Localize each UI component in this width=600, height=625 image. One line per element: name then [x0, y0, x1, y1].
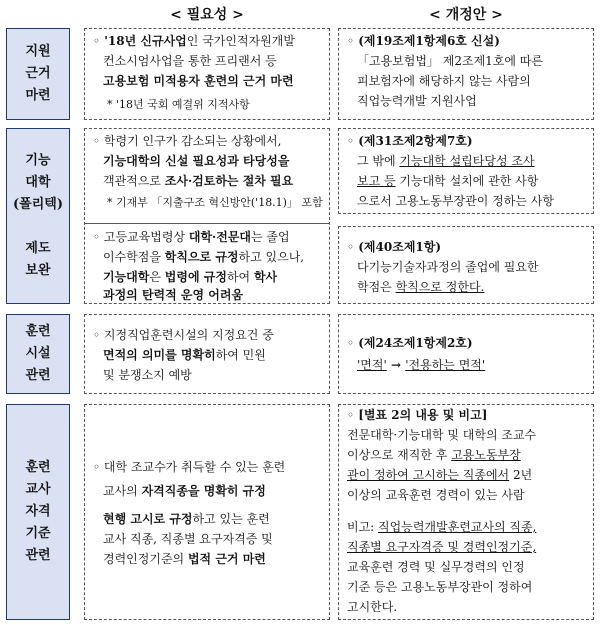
text-line: 직업능력개발 지원사업	[357, 94, 477, 108]
article-ref: ◦ [별표 2의 내용 및 비고]	[347, 408, 488, 422]
text-line: ◦ 대학 조교수가 취득할 수 있는 훈련	[93, 460, 286, 474]
text-line: 이상의 교육훈련 경력이 있는 사람	[347, 488, 525, 502]
text-line: ◦ 학령기 인구가 감소되는 상황에서,	[93, 134, 282, 148]
category-label: 기능 대학 (폴리텍) 제도 보완	[13, 152, 63, 279]
category-teacher-qualification	[6, 404, 70, 620]
necessity-box-polytech	[84, 128, 330, 304]
category-training-facility	[6, 314, 70, 394]
text-line: 이수학점을 학칙으로 규정하고 있으나,	[103, 250, 305, 264]
text-line: 피보험자에 해당하지 않는 사람의	[357, 74, 531, 88]
amendment-box-support	[338, 28, 594, 120]
header-necessity: < 필요성 >	[170, 7, 244, 23]
text-line: 및 분쟁소지 예방	[103, 368, 192, 382]
necessity-box-facility	[84, 314, 330, 394]
text-line: ◦ '18년 신규사업인 국가인적자원개발	[93, 34, 295, 48]
category-support-basis	[6, 28, 70, 120]
text-line: 그 밖에 기능대학 설립타당성 조사	[357, 154, 535, 168]
text-line: 비고: 직업능력개발훈련교사의 직종,	[347, 520, 537, 534]
text-line: 경력인정기준의 법적 근거 마련	[103, 552, 266, 566]
article-ref: ◦ (제24조제1항제2호)	[347, 336, 473, 350]
text-line: 관이 정하여 고시하는 직종에서 2년	[347, 468, 533, 482]
article-ref: ◦ (제19조제1항제6호 신설)	[347, 34, 500, 48]
amendment-box-teacher	[338, 404, 594, 620]
text-line: '면적' → '전용하는 면적'	[357, 358, 486, 372]
text-line: 「고용보험법」 제2조제1호에 따른	[357, 54, 544, 68]
text-line: 이상으로 재직한 후 고용노동부장	[347, 448, 521, 462]
article-ref: ◦ (제31조제2항제7호)	[347, 134, 473, 148]
text-line: 학점은 학칙으로 정한다.	[357, 280, 485, 294]
text-line: ◦ 지정직업훈련시설의 지정요건 중	[93, 328, 274, 342]
footnote: * '18년 국회 예결위 지적사항	[107, 98, 250, 111]
header-amendment: < 개정안 >	[429, 7, 503, 23]
text-line: 교사 직종, 직종별 요구자격증 및	[103, 532, 273, 546]
amendment-box-facility	[338, 314, 594, 394]
amendment-box-polytech-establish	[338, 128, 594, 214]
text-line: 기능대학의 신설 필요성과 타당성을	[103, 154, 290, 168]
text-line: 교육훈련 경력 및 실무경력의 인정	[347, 560, 525, 574]
category-polytech-system	[6, 128, 70, 304]
text-line: 컨소시엄사업을 통한 프리랜서 등	[103, 54, 277, 68]
text-line: 면적의 의미를 명확히하여 민원	[103, 348, 266, 362]
text-line: 직종별 요구자격증 및 경력인정기준,	[347, 540, 537, 554]
text-line: 전문대학·기능대학 및 대학의 조교수	[347, 428, 537, 442]
text-line: 으로서 고용노동부장관이 정하는 사항	[357, 194, 554, 208]
text-line: 고용보험 미적용자 훈련의 근거 마련	[103, 74, 294, 88]
text-line: 다기능기술자과정의 졸업에 필요한	[357, 260, 539, 274]
footnote: * 기재부 「지출구조 혁신방안('18.1)」 포함	[107, 196, 323, 209]
text-line: 현행 고시로 규정하고 있는 훈련	[103, 512, 270, 526]
text-line: 기준 등은 고용노동부장관이 정하여	[347, 580, 533, 594]
text-line: 보고 등 기능대학 설치에 관한 사항	[357, 174, 539, 188]
text-line: ◦ 고등교육법령상 대학·전문대는 졸업	[93, 230, 290, 244]
text-line: 고시한다.	[347, 600, 398, 614]
necessity-box-support	[84, 28, 330, 120]
text-line: 교사의 자격직종을 명확히 규정	[103, 484, 266, 498]
article-ref: ◦ (제40조제1항)	[347, 240, 442, 254]
necessity-box-teacher	[84, 404, 330, 620]
category-label: 훈련 시설 관련	[25, 323, 51, 384]
text-line: 과정의 탄력적 운영 어려움	[103, 288, 244, 302]
divider	[85, 223, 329, 224]
text-line: 객관적으로 조사·검토하는 절차 필요	[103, 174, 294, 188]
category-label: 훈련 교사 자격 기준 관련	[25, 459, 51, 564]
category-label: 지원 근거 마련	[25, 43, 51, 104]
amendment-box-polytech-credits	[338, 226, 594, 304]
text-line: 기능대학은 법령에 규정하여 학사	[103, 270, 278, 284]
